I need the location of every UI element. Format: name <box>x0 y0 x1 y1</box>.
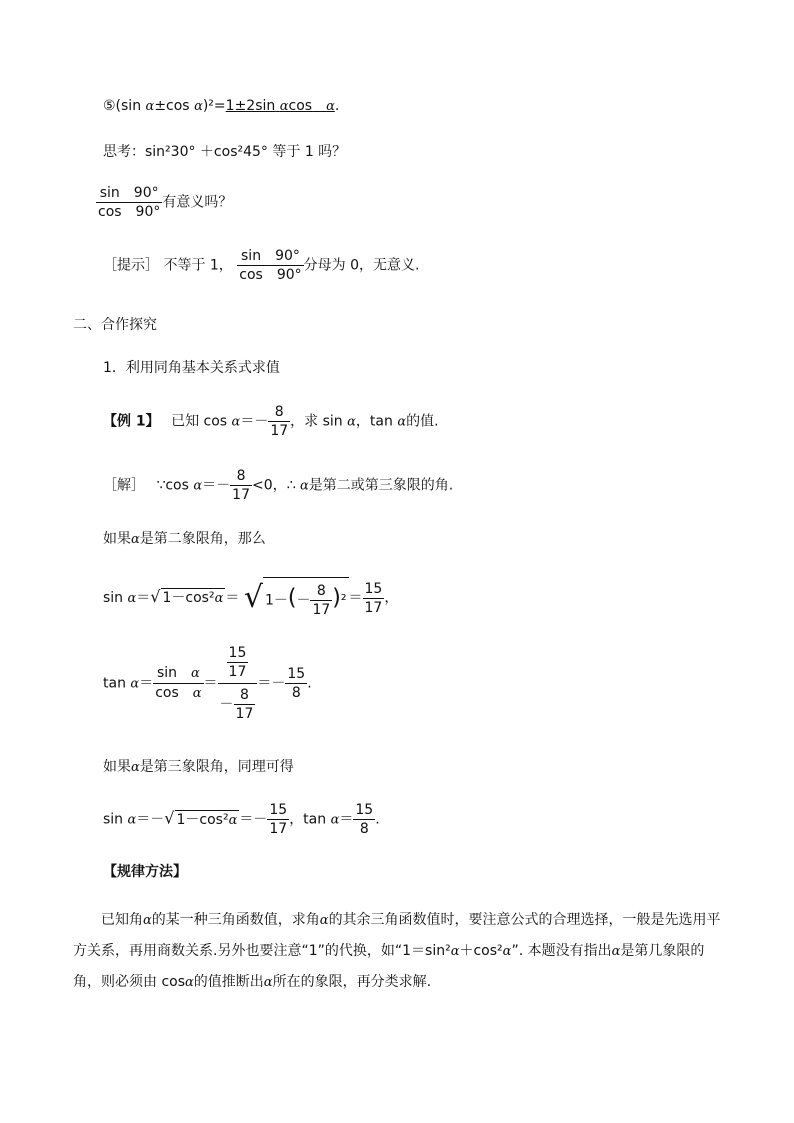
method-paragraph: 已知角α的某一种三角函数值，求角α的其余三角函数值时，要注意公式的合理选择，一般是先选用平方关系，再用商数关系.另外也要注意“1”的代换，如“1＝sin²α＋cos²α”. 本题没有指出α是第几象限的角，则必须由 cosα的值推断出α所在的象限，再分类求解. <box>73 912 721 990</box>
fraction: $\frac{\sin 90^\circ}{\cos 90^\circ}$ <box>98 185 161 220</box>
final-equation: sin α＝－√ 1－cos²α ＝－ $\frac{15}{17}$ ，tan α＝ $\frac{15}{8}$ . <box>103 802 380 837</box>
answer-blank: 1±2sin αcos α <box>225 98 335 114</box>
case-second-quadrant: 如果α是第二象限角，那么 <box>103 531 266 547</box>
method-title: 【规律方法】 <box>103 864 187 880</box>
example-1: 【例 1】 已知 cos α＝－ $\frac{8}{17}$ ，求 sin α，tan α的值. <box>103 404 439 439</box>
sqrt-sign: √ <box>150 587 161 606</box>
radicand: 1－(－ $\frac{8}{17}$ )² <box>263 577 349 619</box>
tan-equation: tan α＝ $\frac{\text{sin α}}{\text{cos α}}$ ＝ $\frac{15}{17}$ － $\frac{8}{17}$ ＝－ $\frac{15}{8}$ . <box>103 645 312 722</box>
fraction: $\frac{8}{17}$ <box>232 468 250 503</box>
solution-line: ［解］ ∵cos α＝－ $\frac{8}{17}$ <0，∴ α是第二或第三象限的角. <box>103 468 454 503</box>
fraction: $\frac{15}{17}$ <box>364 580 383 616</box>
fraction: $\frac{\sin 90^\circ}{\cos 90^\circ}$ <box>239 248 302 283</box>
hint-line: ［提示］ 不等于 1， $\frac{\sin 90^\circ}{\cos 90^\circ}$ 分母为 0，无意义. <box>103 248 420 283</box>
sqrt-sign: √ <box>243 580 263 615</box>
think-question: 思考：sin²30° ＋cos²45° 等于 1 吗？ <box>103 144 347 160</box>
case-third-quadrant: 如果α是第三象限角，同理可得 <box>103 759 294 775</box>
formula-5: ⑤(sin α±cos α)²=1±2sin αcos α. <box>103 98 340 114</box>
fraction: $\frac{8}{17}$ <box>312 583 331 618</box>
radicand: 1－cos²α <box>162 590 224 606</box>
fraction: $\frac{15}{17}$ <box>269 802 288 837</box>
sqrt-sign: √ <box>164 808 175 828</box>
think-fraction-line: $\frac{\sin 90^\circ}{\cos 90^\circ}$ 有意义吗？ <box>98 185 233 220</box>
fraction: $\frac{8}{17}$ <box>270 404 289 439</box>
sin-equation: sin α＝√ 1－cos²α ＝ √ 1－(－ $\frac{8}{17}$ )² ＝ $\frac{15}{17}$ ， <box>103 577 398 619</box>
fraction: $\frac{15}{8}$ <box>287 666 306 701</box>
compound-fraction: $\frac{15}{17}$ － $\frac{8}{17}$ <box>218 644 258 723</box>
fraction: $\frac{15}{17}$ <box>228 645 247 680</box>
subsection-title: 1．利用同角基本关系式求值 <box>103 360 280 376</box>
section-title: 二、合作探究 <box>73 317 157 333</box>
fraction: $\frac{15}{8}$ <box>355 802 374 837</box>
fraction: $\frac{8}{17}$ <box>235 687 254 722</box>
fraction: $\frac{\text{sin α}}{\text{cos α}}$ <box>155 665 202 701</box>
radicand: 1－cos²α <box>176 811 238 828</box>
